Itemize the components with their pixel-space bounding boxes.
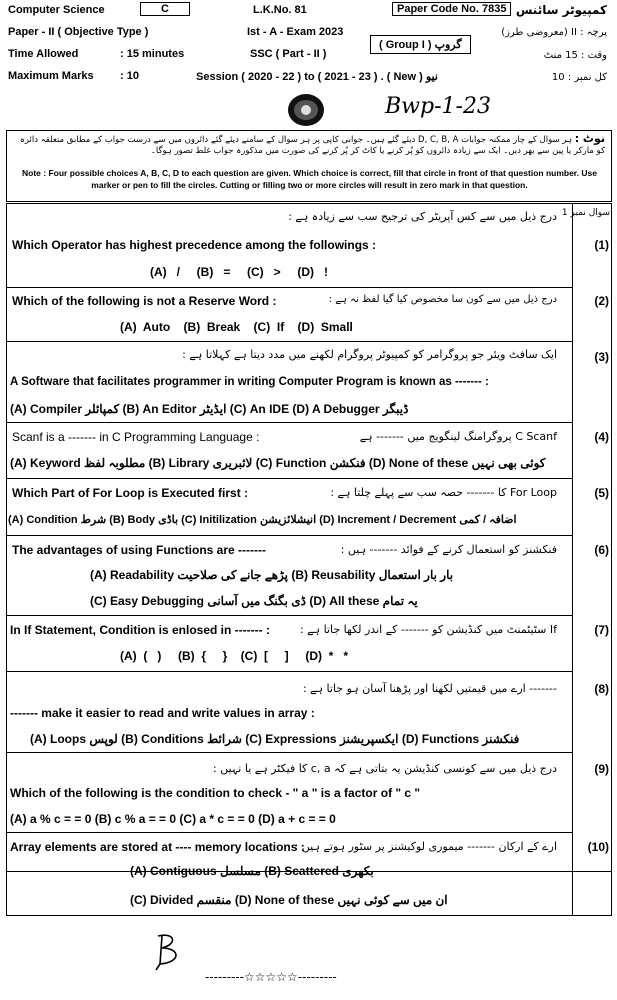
q9-options: (A) a % c = = 0 (B) c % a = = 0 (C) a * c = = 0 (D) a + c = = 0 xyxy=(10,812,336,826)
lk-no: L.K.No. 81 xyxy=(253,4,307,16)
paper-urdu: پرچہ : II (معروضی طرز) xyxy=(501,27,607,38)
q1-number: (1) xyxy=(594,238,609,252)
q5-urdu: For Loop کا ------- حصہ سب سے پہلے چلتا ہے : xyxy=(330,486,557,499)
q8-urdu: ------- ارے میں قیمتیں لکھنا اور پڑھنا آسان ہو جاتا ہے : xyxy=(302,682,557,695)
q7-english: In If Statement, Condition is enlosed in ------- : xyxy=(10,623,270,637)
q3-options: (A) Compiler کمپائلر (B) An Editor ایڈیٹر (C) An IDE (D) A Debugger ڈیبگر xyxy=(10,402,409,416)
question-header-urdu: سوال نمبر 1 xyxy=(561,208,610,218)
q10-options-ab: (A) Contiguous مسلسل (B) Scattered بکھری xyxy=(130,864,374,878)
time-allowed-label: Time Allowed xyxy=(8,48,79,60)
max-marks-label: Maximum Marks xyxy=(8,70,94,82)
q9-english: Which of the following is the condition to check - " a " is a factor of " c " xyxy=(10,786,421,800)
board-seal-logo xyxy=(286,92,326,128)
q8-options: (A) Loops لوپس (B) Conditions شرائط (C) Expressions ایکسپریشنز (D) Functions فنکشنز xyxy=(30,732,520,746)
q7-options: (A) ( ) (B) { } (C) [ ] (D) * * xyxy=(120,649,348,663)
q10-number-column-ext xyxy=(572,870,573,915)
q7-number: (7) xyxy=(594,623,609,637)
time-urdu: وقت : 15 منٹ xyxy=(543,50,607,61)
q1-urdu: درج ذیل میں سے کس آپریٹر کی ترجیح سب سے زیادہ ہے : xyxy=(288,210,557,223)
q2-options: (A) Auto (B) Break (C) If (D) Small xyxy=(120,320,353,334)
time-allowed-value: : 15 minutes xyxy=(120,48,185,60)
exam: Ist - A - Exam 2023 xyxy=(247,26,344,38)
q10-urdu: ارے کے ارکان ------- میموری لوکیشنز پر سٹور ہوتے ہیں : xyxy=(294,840,557,853)
q4-english: Scanf is a ------- in C Programming Language : xyxy=(12,430,260,444)
q7-urdu: If سٹیٹمنٹ میں کنڈیشن کو ------- کے اندر لکھا جاتا ہے : xyxy=(299,623,557,636)
handwritten-signature xyxy=(150,930,195,980)
subject: Computer Science xyxy=(8,4,105,16)
q2-urdu: درج ذیل میں سے کون سا مخصوص کیا گیا لفظ نہ ہے : xyxy=(328,294,557,305)
q8-english: ------- make it easier to read and write values in array : xyxy=(10,706,315,720)
q9-number: (9) xyxy=(594,762,609,776)
total-marks-urdu: کل نمبر : 10 xyxy=(551,72,607,83)
q6-options-ab: (A) Readability پڑھے جانے کی صلاحیت (B) Reusability بار بار استعمال xyxy=(90,568,454,582)
subject-code: C xyxy=(140,2,190,16)
paper-code: Paper Code No. 7835 xyxy=(392,2,511,16)
q1-english: Which Operator has highest precedence among the followings : xyxy=(12,238,377,252)
q4-options: (A) Keyword مطلوبہ لفظ (B) Library لائبریری (C) Function فنکشن (D) None of these کوئی بھی نہیں xyxy=(10,456,546,470)
q2-english: Which of the following is not a Reserve Word : xyxy=(12,294,277,308)
q3-number: (3) xyxy=(594,350,609,364)
q6-urdu: فنکشنز کو استعمال کرنے کے فوائد ------- ہیں : xyxy=(340,543,557,556)
handwritten-code: Bwp-1-23 xyxy=(385,94,491,119)
session: Session ( 2020 - 22 ) to ( 2021 - 23 ) . ( New ) نیو xyxy=(196,71,438,83)
q2-number: (2) xyxy=(594,294,609,308)
group: ( Group I ) گروپ xyxy=(370,35,471,54)
q4-urdu: C Scanf پروگرامنگ لینگویج میں ------- ہے xyxy=(359,430,557,443)
question-number-column-divider xyxy=(572,203,573,870)
q5-number: (5) xyxy=(594,486,609,500)
q3-english: A Software that facilitates programmer in writing Computer Program is known as ------- : xyxy=(10,376,489,388)
q10-english: Array elements are stored at ---- memory locations : xyxy=(10,840,305,854)
ssc: SSC ( Part - II ) xyxy=(250,48,327,60)
instructions-urdu: ہر سوال کے چار ممکنہ جوابات D, C, B, A دیئے گئے ہیں۔ جوابی کاپی پر ہر سوال کے سامنے دیئے گئے دائروں میں سے درست جواب کے مطابق متعلقہ دائرہ کو مارکر یا پین سے بھر دیں۔ ایک سے زیادہ دائروں کو پُر کرنے یا کاٹ کر پُر کرنے کی صورت میں مذکورہ جواب غلط تصور ہوگا۔ xyxy=(19,135,605,156)
q5-options: (A) Condition شرط (B) Body باڈی (C) Initilization انیشلائزیشن (D) Increment / Decrement اضافہ / کمی xyxy=(8,514,517,526)
instructions-box xyxy=(6,130,612,202)
q10-options-cd: (C) Divided منقسم (D) None of these ان میں سے کوئی نہیں xyxy=(130,893,448,907)
q5-english: Which Part of For Loop is Executed first : xyxy=(12,486,249,500)
q6-options-cd: (C) Easy Debugging ڈی بگنگ میں آسانی (D) All these یہ تمام xyxy=(90,594,418,608)
paper: Paper - II ( Objective Type ) xyxy=(8,26,149,38)
subject-urdu: کمپیوٹر سائنس xyxy=(515,3,607,17)
q8-number: (8) xyxy=(594,682,609,696)
q6-english: The advantages of using Functions are ------- xyxy=(12,543,267,557)
q3-urdu: ایک سافٹ ویئر جو پروگرامر کو کمپیوٹر پروگرام لکھنے میں مدد دیتا ہے کہلاتا ہے : xyxy=(182,348,557,361)
footer-stars: ---------☆☆☆☆☆--------- xyxy=(205,970,337,984)
q4-number: (4) xyxy=(594,430,609,444)
q6-number: (6) xyxy=(594,543,609,557)
q10-number: (10) xyxy=(587,840,609,854)
instructions-urdu-label: نوٹ : xyxy=(574,132,605,145)
q1-options: (A) / (B) = (C) > (D) ! xyxy=(150,265,328,279)
max-marks-value: : 10 xyxy=(120,70,139,82)
q9-urdu: درج ذیل میں سے کونسی کنڈیشن یہ بتاتی ہے کہ c, a کا فیکٹر ہے یا نہیں : xyxy=(212,762,557,775)
instructions-english: Note : Four possible choices A, B, C, D to each question are given. Which choice is correct, fill that circle in front of that question number. Use marker or pen to fill the circles. Cutting or filling two or more circles will result in zero mark in that question. xyxy=(22,168,597,190)
